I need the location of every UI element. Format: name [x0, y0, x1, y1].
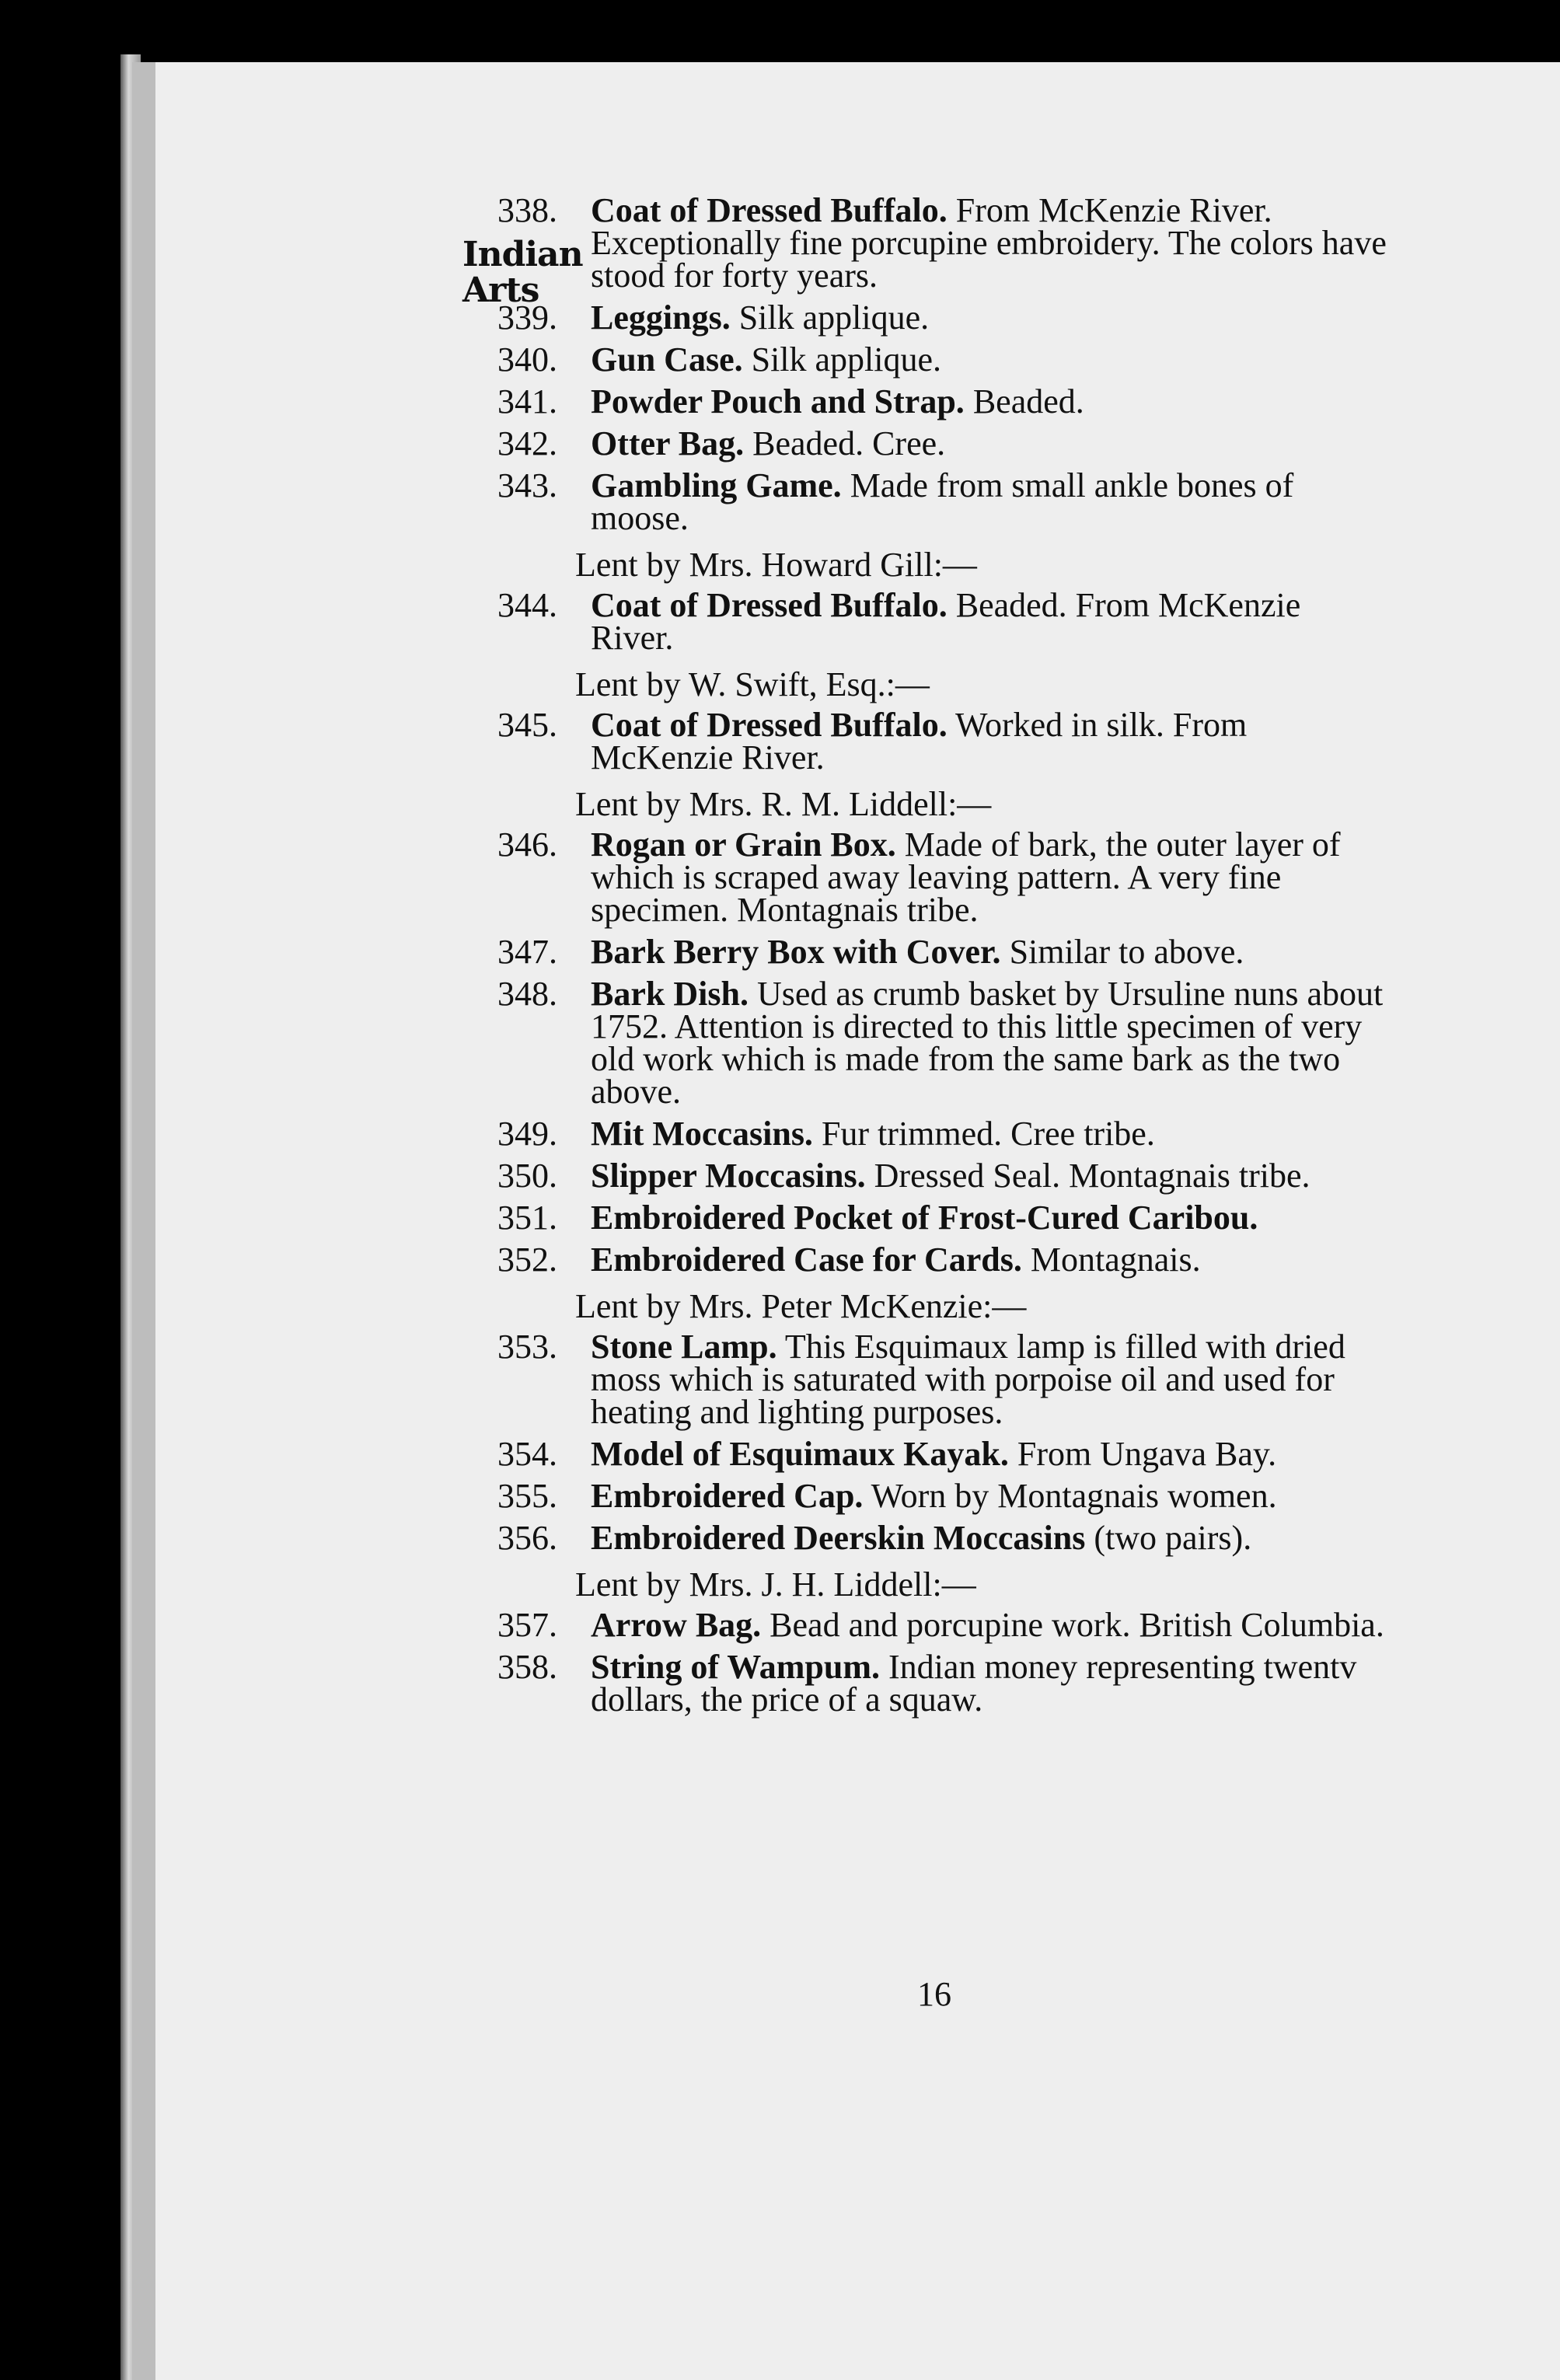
entry-description: Worked in silk. From McKenzie River.: [591, 706, 1248, 776]
catalogue-entry: [497, 1241, 1391, 1279]
entry-description: Indian money representing twentv dollars, the price of a squaw.: [591, 1648, 1357, 1719]
entry-title: Stone Lamp.: [591, 1328, 777, 1366]
page-number: 16: [917, 1975, 951, 2013]
lender-line: Lent by Mrs. J. H. Liddell:—: [575, 1565, 976, 1604]
entry-number: 348.: [497, 975, 557, 1013]
entry-title: Bark Dish.: [591, 975, 749, 1013]
entry-number: 355.: [497, 1477, 557, 1515]
entry-number: 340.: [497, 340, 557, 379]
entry-description: Montagnais.: [1030, 1241, 1201, 1279]
catalogue-entry: [497, 1435, 1391, 1473]
entry-number: 338.: [497, 191, 557, 229]
entry-description: Used as crumb basket by Ursuline nuns about 1752. Attention is directed to this little specimen of very old work which is made from the same bark as the two above.: [591, 975, 1384, 1111]
catalogue-entry: [497, 1115, 1391, 1153]
catalogue-entry: [497, 1606, 1391, 1644]
entry-title: Slipper Moccasins.: [591, 1157, 866, 1195]
entry-description: Beaded.: [972, 382, 1084, 421]
catalogue-entry: [497, 586, 1391, 657]
entry-description: Made from small ankle bones of moose.: [591, 466, 1294, 537]
entry-description: Bead and porcupine work. British Columbia.: [770, 1606, 1384, 1644]
entry-title: Powder Pouch and Strap.: [591, 382, 965, 421]
entry-number: 350.: [497, 1157, 557, 1195]
entry-title: Mit Moccasins.: [591, 1115, 813, 1153]
entry-description: This Esquimaux lamp is filled with dried moss which is saturated with porpoise oil and used for heating and lighting purposes.: [591, 1328, 1345, 1431]
catalogue-entry: [497, 1477, 1391, 1515]
entry-title: Embroidered Pocket of Frost-Cured Caribou.: [591, 1199, 1258, 1237]
entry-description: From McKenzie River. Exceptionally fine porcupine embroidery. The colors have stood for forty years.: [591, 191, 1387, 295]
entry-number: 343.: [497, 466, 557, 504]
entry-description: Beaded. From McKenzie River.: [591, 586, 1301, 657]
catalogue-entry: [497, 466, 1391, 537]
entry-title: Embroidered Case for Cards.: [591, 1241, 1022, 1279]
entry-number: 339.: [497, 298, 557, 337]
catalogue-entry: [497, 298, 1391, 337]
entry-title: Embroidered Cap.: [591, 1477, 864, 1515]
entry-number: 346.: [497, 825, 557, 864]
catalogue-list: [497, 187, 1391, 1726]
entry-title: Bark Berry Box with Cover.: [591, 933, 1001, 971]
entry-number: 342.: [497, 424, 557, 462]
entry-title: Leggings.: [591, 298, 731, 337]
entry-number: 357.: [497, 1606, 557, 1644]
entry-title: Model of Esquimaux Kayak.: [591, 1435, 1009, 1473]
entry-description: Similar to above.: [1009, 933, 1244, 971]
entry-number: 358.: [497, 1648, 557, 1686]
catalogue-entry: [497, 1648, 1391, 1719]
entry-title: Gambling Game.: [591, 466, 842, 504]
entry-number: 345.: [497, 706, 557, 744]
entry-title: Coat of Dressed Buffalo.: [591, 586, 948, 624]
entry-number: 354.: [497, 1435, 557, 1473]
lender-line: Lent by W. Swift, Esq.:—: [575, 665, 930, 703]
entry-description: Made of bark, the outer layer of which is scraped away leaving pattern. A very fine specimen. Montagnais tribe.: [591, 825, 1341, 929]
entry-number: 349.: [497, 1115, 557, 1153]
entry-title: Coat of Dressed Buffalo.: [591, 706, 948, 744]
entry-description: Fur trimmed. Cree tribe.: [821, 1115, 1155, 1153]
catalogue-entry: [497, 1199, 1391, 1237]
entry-title: String of Wampum.: [591, 1648, 881, 1686]
catalogue-entry: [497, 191, 1391, 295]
side-heading-line-2: Arts: [462, 270, 539, 310]
entry-title: Coat of Dressed Buffalo.: [591, 191, 948, 229]
lender-line: Lent by Mrs. Peter McKenzie:—: [575, 1287, 1027, 1325]
entry-title: Rogan or Grain Box.: [591, 825, 896, 864]
entry-description: Dressed Seal. Montagnais tribe.: [874, 1157, 1310, 1195]
catalogue-entry: [497, 706, 1391, 776]
entry-number: 353.: [497, 1328, 557, 1366]
entry-description: Worn by Montagnais women.: [871, 1477, 1277, 1515]
catalogue-entry: [497, 424, 1391, 462]
catalogue-entry: [497, 1157, 1391, 1195]
catalogue-entry: [497, 825, 1391, 929]
entry-number: 356.: [497, 1519, 557, 1557]
entry-title: Arrow Bag.: [591, 1606, 762, 1644]
entry-number: 347.: [497, 933, 557, 971]
entry-title: Gun Case.: [591, 340, 743, 379]
entry-description: From Ungava Bay.: [1017, 1435, 1277, 1473]
entry-title: Otter Bag.: [591, 424, 745, 462]
lender-line: Lent by Mrs. Howard Gill:—: [575, 546, 977, 584]
side-heading-line-1: Indian: [462, 235, 583, 274]
catalogue-entry: [497, 933, 1391, 971]
entry-number: 351.: [497, 1199, 557, 1237]
lender-line: Lent by Mrs. R. M. Liddell:—: [575, 785, 992, 823]
entry-number: 344.: [497, 586, 557, 624]
catalogue-entry: [497, 1519, 1391, 1557]
entry-description: Silk applique.: [751, 340, 942, 379]
entry-number: 341.: [497, 382, 557, 421]
entry-description: (two pairs).: [1094, 1519, 1252, 1557]
entry-number: 352.: [497, 1241, 557, 1279]
entry-description: Silk applique.: [738, 298, 930, 337]
catalogue-entry: [497, 975, 1391, 1111]
catalogue-entry: [497, 340, 1391, 379]
entry-description: Beaded. Cree.: [752, 424, 946, 462]
catalogue-entry: [497, 1328, 1391, 1431]
catalogue-entry: [497, 382, 1391, 421]
entry-title: Embroidered Deerskin Moccasins: [591, 1519, 1086, 1557]
